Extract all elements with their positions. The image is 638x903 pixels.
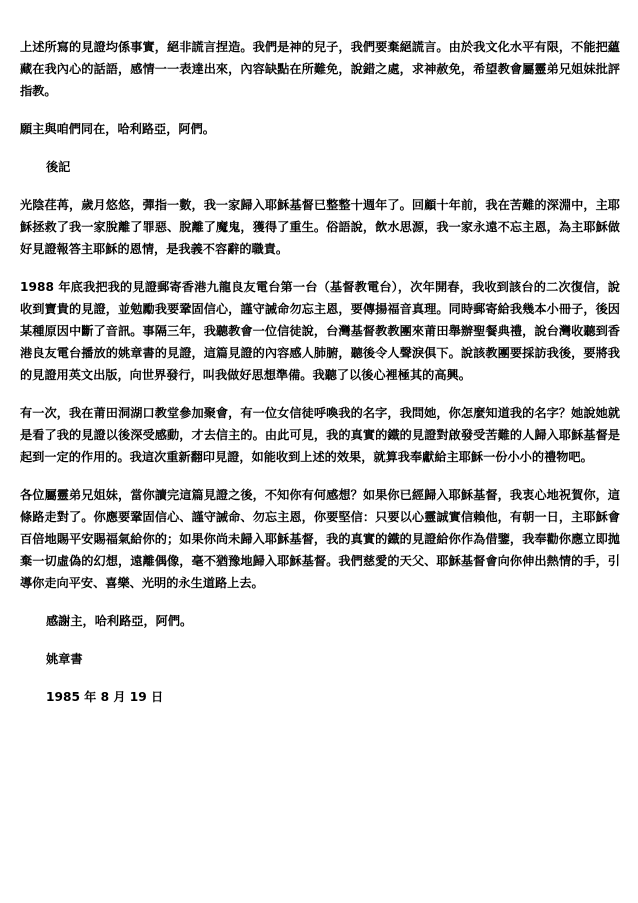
document-date: 1985 年 8 月 19 日 (46, 690, 164, 704)
paragraph-thanks: 感謝主，哈利路亞，阿們。 (46, 614, 193, 628)
paragraph-blessing: 願主與咱們同在，哈利路亞，阿們。 (20, 122, 215, 136)
heading-postscript: 後記 (46, 160, 71, 174)
paragraph-church-encounter: 有一次，我在莆田洞湖口教堂參加聚會，有一位女信徒呼喚我的名字，我問她，你怎麼知道我的名字？她說她就是看了我的見證以後深受感動，才去信主的。由此可見，我的真實的鐵的見證對啟發受苦難的人歸入耶穌基督是起到一定的作用的。我這次重新翻印見證，如能收到上述的效果，就算我奉獻給主耶穌一份小小的禮物吧。 (20, 406, 620, 464)
author-signature: 姚章書 (46, 652, 83, 666)
paragraph-tenth-anniversary: 光陰荏苒，歲月悠悠，彈指一數，我一家歸入耶穌基督已整整十週年了。回顧十年前，我在苦難的深淵中，主耶穌拯救了我一家脫離了罪惡、脫離了魔鬼，獲得了重生。俗語說，飲水思源，我一家永遠不忘主恩，為主耶穌做好見證報答主耶穌的恩情，是我義不容辭的職責。 (20, 198, 620, 256)
document-page (20, 36, 620, 708)
paragraph-disclaimer: 上述所寫的見證均係事實，絕非謊言捏造。我們是神的兒子，我們要棄絕謊言。由於我文化水平有限，不能把蘊藏在我內心的話語，感情一一表達出來，內容缺點在所難免，說錯之處，求神赦免，希望教會屬靈弟兄姐妹批評指教。 (20, 40, 620, 98)
paragraph-radio-testimony: 1988 年底我把我的見證郵寄香港九龍良友電台第一台（基督教電台），次年開春，我收到該台的二次復信，說收到寶貴的見證，並勉勵我要鞏固信心，謹守誡命勿忘主恩，要傳揚福音真理。同時郵寄給我幾本小冊子，後因某種原因中斷了音訊。事隔三年，我聽教會一位信徒說，台灣基督教教團來莆田舉辦聖餐典禮，說台灣收聽到香港良友電台播放的姚章書的見證，這篇見證的內容感人肺腑，聽後令人聲淚俱下。說該教團要採訪我後，要將我的見證用英文出版，向世界發行，叫我做好思想準備。我聽了以後心裡極其的高興。 (20, 280, 620, 382)
paragraph-exhortation: 各位屬靈弟兄姐妹，當你讀完這篇見證之後，不知你有何感想？如果你已經歸入耶穌基督，我衷心地祝賀你，這條路走對了。你應要鞏固信心、謹守誡命、勿忘主恩，你要堅信：只要以心靈誠實信賴他，有朝一日，主耶穌會百倍地賜平安賜福氣給你的；如果你尚未歸入耶穌基督，我的真實的鐵的見證給你作為借鑒，我奉勸你應立即拋棄一切虛偽的幻想，遠離偶像，毫不猶豫地歸入耶穌基督。我們慈愛的天父、耶穌基督會向你伸出熱情的手，引導你走向平安、喜樂、光明的永生道路上去。 (20, 488, 620, 590)
